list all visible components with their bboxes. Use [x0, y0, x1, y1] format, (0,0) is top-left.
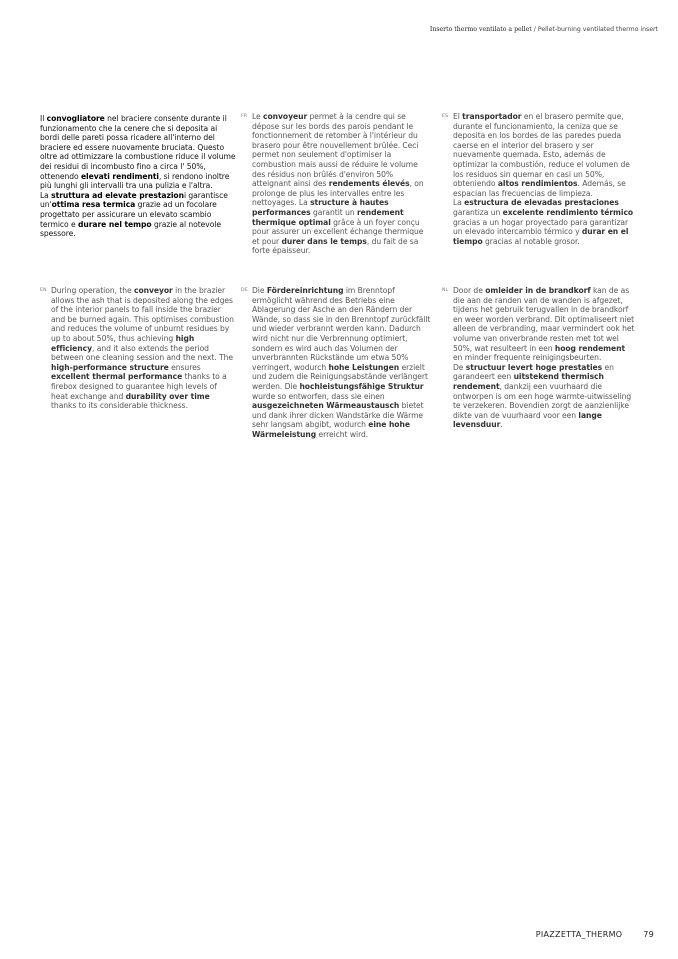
text-run: en minder frequente reinigingsbeurten. — [453, 353, 602, 363]
language-tag-fr: FR — [241, 114, 248, 119]
bold-text: lange levensduur — [453, 410, 602, 430]
paragraph — [40, 191, 237, 239]
bold-text: durare nel tempo — [77, 219, 152, 229]
text-block-en — [51, 286, 235, 411]
text-run: La — [40, 190, 52, 200]
text-run: , and it also extends the period between one cleaning session and the next. The — [51, 343, 233, 363]
bold-text: uitstekend thermisch rendement — [453, 372, 604, 391]
text-run: i garantisce un' — [40, 190, 228, 210]
paragraph — [252, 286, 436, 440]
text-run: Il — [40, 114, 47, 123]
text-block-es — [453, 112, 635, 246]
language-tag-es: ES — [442, 114, 449, 119]
text-run: en el brasero permite que, durante el funcionamiento, la ceniza que se deposita en los bordes de las paredes pueda caerse en el interior del brasero y ser nuevamente quemada. Esto, además de optimizar la combustión, reduce el volumen de los residuos sin quemar en casi un 50%, obteniendo — [453, 112, 630, 189]
paragraph — [40, 114, 237, 191]
text-run: grazie ad un focolare progettato per assicurare un elevato scambio termico e — [40, 200, 217, 229]
text-run: permet à la cendre qui se dépose sur les bords des parois pendant le fonctionnement de retomber à l'intérieur du brasero pour être nouvellement brûlée. Ceci permet non seulement d'optimiser la combustion mais aussi de réduire le volume des résidus non brûlés d'environ 50% atteignant ainsi des — [252, 112, 419, 189]
language-tag-de: DE — [241, 288, 248, 293]
bold-text: omleider in de brandkorf — [485, 286, 591, 295]
text-run: nel braciere consente durante il funzionamento che la cenere che si deposita ai bordi delle pareti possa ricadere all'interno del braciere ed essere nuovamente bruciata. Questo oltre ad ottimizzare la combustione riduce il volume dei residui di incombusto fino a circa l' 50%, ottenendo — [40, 114, 236, 181]
text-block-de — [252, 286, 436, 440]
bold-text: durer dans le temps — [281, 236, 367, 246]
bold-text: structure à hautes performances — [252, 198, 389, 217]
text-block-fr — [252, 112, 430, 256]
text-run: Die — [252, 286, 267, 295]
text-run: During operation, the — [51, 286, 135, 295]
paragraph — [51, 286, 235, 411]
bold-text: rendement thermique optimal — [252, 207, 404, 227]
header-separator: / — [533, 26, 536, 33]
bold-text: eine hohe Wärmeleistung — [252, 420, 410, 439]
bold-text: excelente rendimiento térmico — [502, 207, 634, 217]
language-tag-nl: NL — [442, 288, 449, 293]
bold-text: high-performance structure — [51, 362, 169, 372]
bold-text: durability over time — [125, 391, 210, 401]
text-run: im Brenntopf ermöglicht während des Betriebs eine Ablagerung der Asche an den Rändern der Wände, so dass sie in den Brenntopf zurückfällt und wieder verbrannt werden kann. Dadurch wird nicht nur die Verbrennung optimiert, sondern es wird auch das Volumen der unverbrannten Rückstände um etwa 50% verringert, wodurch — [252, 286, 431, 372]
bold-text: elevati rendimenti — [80, 171, 159, 181]
text-run: bietet und dank ihrer dicken Wandstärke die Wärme sehr langsam abgibt, wodurch — [252, 401, 424, 430]
text-run: ensures — [168, 362, 201, 372]
bold-text: conveyor — [134, 286, 173, 295]
text-run: kan de as die aan de randen van de wanden is afgezet, tijdens het gebruik terugvallen in de brandkorf en weer worden verbrand. Dit optimaliseert niet alleen de verbranding, maar vermindert ook het volume van onverbrande resten met tot wel 50%, wat resulteert in een — [453, 286, 635, 353]
bold-text: transportador — [462, 112, 522, 121]
running-header — [430, 26, 658, 33]
page-footer — [536, 930, 654, 939]
text-run: erzielt und zudem die Reinigungsabstände verlängert werden. Die — [252, 362, 428, 391]
paragraph — [453, 363, 635, 430]
paragraph — [453, 112, 635, 198]
bold-text: structuur levert hoge prestaties — [465, 362, 603, 372]
text-run: , si rendono inoltre più lunghi gli intervalli tra una pulizia e l'altra. — [40, 171, 230, 191]
text-block-nl — [453, 286, 635, 430]
text-run: erreicht wird. — [316, 429, 369, 439]
text-run: , on prolonge de plus les intervalles entre les nettoyages. La — [252, 179, 424, 208]
text-run: en garandeert een — [453, 362, 614, 382]
header-title-it: Inserto thermo ventilato a pellet — [429, 26, 532, 33]
bold-text: convoyeur — [263, 112, 308, 121]
bold-text: estructura de elevadas prestaciones — [464, 198, 619, 208]
bold-text: struttura ad elevate prestazion — [51, 190, 184, 200]
bold-text: hochleistungsfähige Struktur — [299, 381, 424, 391]
text-run: in the brazier allows the ash that is deposited along the edges of the interior panels to fall inside the brazier and be burned again. This optimises combustion and reduces the volume of unburnt residues by up to about 50%, thus achieving — [51, 286, 234, 343]
paragraph — [453, 286, 635, 363]
bold-text: altos rendimientos — [497, 179, 578, 189]
text-run: Le — [252, 112, 264, 121]
text-run: , du fait de sa forte épaisseur. — [252, 236, 419, 256]
text-run: grâce à un foyer conçu pour assurer un excellent échange thermique et pour — [252, 217, 424, 246]
bold-text: Fördereinrichtung — [266, 286, 344, 295]
bold-text: ottima resa termica — [51, 200, 136, 210]
text-run: . — [500, 420, 503, 430]
text-run: La — [453, 198, 465, 208]
text-run: wurde so entworfen, dass sie einen — [252, 391, 385, 401]
text-run: garantiza un — [453, 207, 503, 217]
text-run: thanks to its considerable thickness. — [51, 401, 188, 411]
text-run: garantit un — [310, 207, 357, 217]
bold-text: high efficiency — [51, 333, 195, 353]
text-run: grazie al notevole spessore. — [40, 219, 222, 239]
text-run: thanks to a firebox designed to guarantee high levels of heat exchange and — [51, 372, 227, 401]
text-run: gracias a un hogar proyectado para garantizar un elevado intercambio térmico y — [453, 217, 629, 237]
text-run: Door de — [453, 286, 486, 295]
bold-text: convogliatore — [46, 114, 105, 123]
language-tag-en: EN — [40, 288, 47, 293]
header-title-en: Pellet-burning ventilated thermo insert — [537, 26, 658, 33]
bold-text: hoog rendement — [554, 343, 626, 353]
text-run: gracias al notable grosor. — [482, 236, 580, 246]
text-run: . Además, se espacian las frecuencias de limpieza. — [453, 179, 626, 198]
page-number: 79 — [643, 930, 654, 939]
bold-text: ausgezeichneten Wärmeaustausch — [252, 401, 400, 411]
bold-text: durar en el tiempo — [453, 227, 629, 246]
text-block-it — [40, 114, 237, 239]
bold-text: excellent thermal performance — [51, 372, 183, 382]
paragraph — [453, 198, 635, 246]
bold-text: hohe Leistungen — [328, 362, 400, 372]
text-run: El — [453, 112, 463, 121]
text-run: , dankzij een vuurhaard die ontworpen is om een hoge warmte-uitwisseling te verzekeren. Bovendien zorgt de aanzienlijke dikte van de vuurhaard voor een — [453, 381, 632, 420]
footer-brand: PIAZZETTA_THERMO — [535, 930, 623, 939]
text-run: De — [453, 362, 466, 372]
bold-text: rendements élevés — [328, 179, 410, 189]
paragraph — [252, 112, 430, 256]
